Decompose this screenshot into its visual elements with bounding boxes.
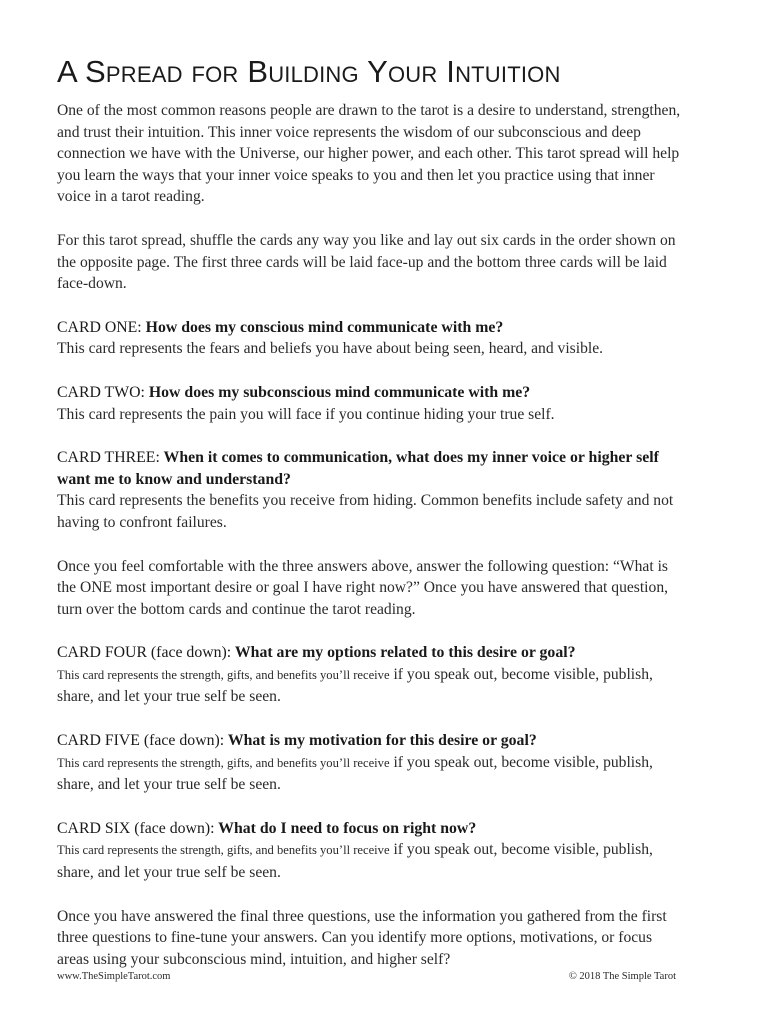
page-footer [57,970,676,984]
card-five-question: What is my motivation for this desire or goal? [227,732,537,750]
card-three-heading [57,447,687,490]
card-six-label: CARD SIX (face down): [57,819,215,837]
footer-copyright: © 2018 The Simple Tarot [568,971,676,982]
card-six-description-lead: This card represents the strength, gifts, and benefits you’ll receive [57,843,390,858]
card-six-description [57,839,687,883]
card-three-label: CARD THREE: [57,449,160,467]
card-four-section [57,642,687,708]
card-five-label: CARD FIVE (face down): [57,732,225,750]
middle-paragraph: Once you feel comfortable with the three answers above, answer the following question: “What is the ONE most important desire or goal I have right now?” Once you have answered that question, turn over the bottom cards and continue the tarot reading. [57,557,669,618]
card-two-question: How does my subconscious mind communicate with me? [148,383,531,401]
card-one-question: How does my conscious mind communicate with me? [145,318,504,336]
card-five-section [57,730,687,796]
card-one-description: This card represents the fears and beliefs you have about being seen, heard, and visible. [57,340,604,358]
card-four-question: What are my options related to this desire or goal? [234,644,576,662]
closing-paragraph: Once you have answered the final three questions, use the information you gathered from the first three questions to fine-tune your answers. Can you identify more options, motivations, or focus areas using your subconscious mind, intuition, and higher self? [57,907,667,968]
card-five-description-rest: if you speak out, become visible, publish, share, and let your true self be seen. [57,753,653,794]
card-five-description-lead: This card represents the strength, gifts, and benefits you’ll receive [57,755,390,770]
card-two-label: CARD TWO: [57,383,145,401]
intro-paragraph-1: One of the most common reasons people are drawn to the tarot is a desire to understand, strengthen, and trust their intuition. This inner voice represents the wisdom of our subconscious and deep connection we have with the Universe, our higher power, and each other. This tarot spread will help you learn the ways that your inner voice speaks to you and then let you practice using that inner voice in a tarot reading. [57,102,681,206]
card-one-section [57,317,687,360]
card-four-description-rest: if you speak out, become visible, publish, share, and let your true self be seen. [57,665,653,706]
card-five-heading [57,730,687,752]
card-two-description: This card represents the pain you will face if you continue hiding your true self. [57,405,555,423]
card-four-label: CARD FOUR (face down): [57,644,232,662]
card-four-heading [57,642,687,664]
card-six-question: What do I need to focus on right now? [218,819,477,837]
card-two-heading [57,382,687,404]
card-six-heading [57,818,687,840]
card-three-question: When it comes to communication, what does my inner voice or higher self want me to know and understand? [57,449,659,488]
card-five-description [57,752,687,796]
card-one-label: CARD ONE: [57,318,142,336]
card-four-description-lead: This card represents the strength, gifts, and benefits you’ll receive [57,667,390,682]
card-one-heading [57,317,687,339]
footer-website: www.TheSimpleTarot.com [57,971,171,982]
card-six-description-rest: if you speak out, become visible, publish, share, and let your true self be seen. [57,841,653,882]
card-two-section [57,382,687,425]
intro-paragraph-2: For this tarot spread, shuffle the cards any way you like and lay out six cards in the order shown on the opposite page. The first three cards will be laid face-up and the bottom three cards will be laid face-down. [57,231,676,293]
card-six-section [57,818,687,884]
card-three-description: This card represents the benefits you receive from hiding. Common benefits include safety and not having to confront failures. [57,492,674,531]
page-title: A Spread for Building Your Intuition [57,54,561,89]
document-page [57,52,687,992]
card-three-section [57,447,687,533]
card-four-description [57,664,687,708]
